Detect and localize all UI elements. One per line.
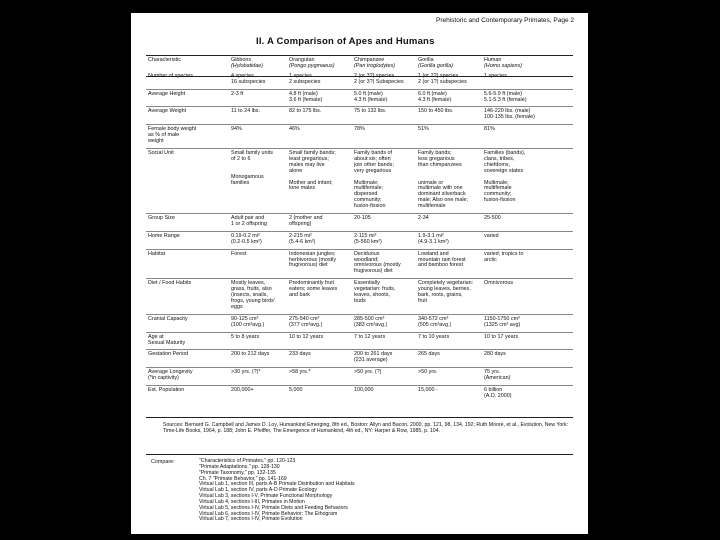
table-cell: 146-220 lbs. (male) 100-135 lbs. (female): [482, 107, 573, 125]
column-header: [146, 57, 229, 72]
table-row: [146, 148, 573, 213]
compare-item: Virtual Lab 7, sections I-IV, Primate Evolution: [199, 516, 303, 523]
compare-list: [199, 459, 569, 523]
table-row: [146, 107, 573, 125]
column-scientific-name: (Hylobatidae): [231, 62, 264, 69]
header-top-rule: [146, 55, 573, 56]
table-header-row: [146, 57, 573, 72]
column-scientific-name: (Pongo pygmaeus): [289, 62, 335, 69]
column-name: Gibbons: [231, 57, 252, 63]
column-name: Human: [484, 57, 502, 63]
table-cell: Small family bands; least gregarious; males may live alone Mother and infant; lone males: [287, 148, 352, 213]
table-cell: Family bands; less gregarious than chimpanzees unimale or multimale with one dominant silverback male; Also one male; multifemale: [416, 148, 482, 213]
document-page: [131, 13, 588, 534]
compare-item: "Characteristics of Primates," pp. 120-123: [199, 458, 296, 464]
compare-item: "Primate Taxonomy," pp. 132-135: [199, 469, 276, 476]
table-cell: Essentially vegetarian: fruits, leaves, shoots, buds: [352, 279, 416, 315]
sources-note: Sources: Bernard G. Campbell and James D. Loy, Humankind Emerging, 8th ed., Boston: Allyn and Bacon, 2000, pp. 121, 98, 134, 192; Ruth Moore, et al., Evolution, New York: Time-Life Books, 1964, p. 188; John E. Pfeiffer, The Emergence of Humankind, 4th ed., NY: Harper & Row, 1985, p. 104.: [163, 422, 569, 434]
table-row: [146, 368, 573, 386]
column-header: [229, 57, 287, 72]
column-scientific-name: (Gorilla gorilla): [418, 62, 454, 69]
table-cell: Deciduous woodland; omnivorous (mostly frugivorous) diet: [352, 249, 416, 279]
table-cell: 90-125 cm³ (100 cm³avg.): [229, 314, 287, 332]
table-cell: 2-34: [416, 214, 482, 232]
table-bottom-rule: [146, 417, 573, 418]
row-label: Average Longevity (*in captivity): [146, 368, 229, 386]
page-header: Prehistoric and Contemporary Primates, Page 2: [435, 17, 574, 24]
table-cell: >50 yrs.: [416, 368, 482, 386]
table-cell: 25-500: [482, 214, 573, 232]
table-cell: 81%: [482, 125, 573, 149]
table-cell: 11 to 24 lbs.: [229, 107, 287, 125]
table-cell: 5,000: [287, 386, 352, 403]
table-row: [146, 314, 573, 332]
table-cell: 82 to 175 lbs.: [287, 107, 352, 125]
row-label: Female body weight as % of male weight: [146, 125, 229, 149]
table-cell: Omnivorous: [482, 279, 573, 315]
compare-item: Virtual Lab 4, sections I-III, Primates in Motion: [199, 498, 305, 505]
table-cell: 6 billion (A.D. 2000): [482, 386, 573, 403]
table-cell: Forest: [229, 249, 287, 279]
compare-label: Compare:: [151, 459, 175, 465]
table-cell: 1 species: [484, 72, 507, 79]
table-cell: varied; tropics to arctic: [482, 249, 573, 279]
row-label: Gestation Period: [146, 350, 229, 368]
comparison-table: [146, 57, 573, 403]
table-cell: 1.9-3.1 mi² (4.9-3.1 km²): [416, 231, 482, 249]
row-label: Average Weight: [146, 107, 229, 125]
table-cell: >58 yrs.*: [287, 368, 352, 386]
row-label: Average Height: [146, 89, 229, 107]
compare-item: Virtual Lab 1, section III, parts A-B Primate Distribution and Habitats: [199, 481, 355, 488]
row-label: Est. Population: [146, 386, 229, 403]
row-label: Habitat: [146, 249, 229, 279]
table-cell: varied: [482, 231, 573, 249]
table-row: [146, 249, 573, 279]
table-row: [146, 72, 573, 89]
column-name: Gorilla: [418, 57, 434, 63]
table-body: [146, 72, 573, 403]
row-label: Number of species: [148, 72, 193, 79]
compare-item: Virtual Lab 5, sections I-IV, Primate Diets and Feeding Behaviors: [199, 504, 348, 511]
column-name: Characteristic: [148, 57, 181, 63]
table-cell: 7 to 10 years: [416, 332, 482, 350]
table-row: [146, 231, 573, 249]
table-cell: 5 to 8 years: [229, 332, 287, 350]
page-title: II. A Comparison of Apes and Humans: [256, 36, 435, 47]
table-cell: 233 days: [287, 350, 352, 368]
table-cell: 265 days: [416, 350, 482, 368]
row-label: Cranial Capacity: [146, 314, 229, 332]
table-row: [146, 386, 573, 403]
table-row: [146, 125, 573, 149]
table-cell: 2-3 ft: [229, 89, 287, 107]
table-cell: 94%: [229, 125, 287, 149]
column-name: Orangutan: [289, 57, 315, 63]
table-cell: 200 to 212 days: [229, 350, 287, 368]
table-cell: >50 yrs. (?): [352, 368, 416, 386]
table-cell: 2 (mother and offspring): [287, 214, 352, 232]
table-row: [146, 350, 573, 368]
table-row: [146, 89, 573, 107]
table-cell: 4.8 ft (male) 3.6 ft (female): [287, 89, 352, 107]
row-label: Age at Sexual Maturity: [146, 332, 229, 350]
table-cell: Indonesian jungles; herbivorous (mostly frugivorous) diet: [287, 249, 352, 279]
table-cell: 0.19-0.2 mi² (0.2-0.5 km²): [229, 231, 287, 249]
table-cell: 10 to 12 years: [287, 332, 352, 350]
table-cell: 275-540 cm³ (377 cm³avg.): [287, 314, 352, 332]
table-cell: >30 yrs. (?)*: [229, 368, 287, 386]
table-cell: 2-215 mi² (5.4-6 km²): [287, 231, 352, 249]
column-scientific-name: (Homo sapiens): [484, 62, 523, 69]
sources-rule: [146, 454, 573, 455]
row-label: Diet / Food Habits: [146, 279, 229, 315]
table-row: [146, 332, 573, 350]
table-row: [146, 214, 573, 232]
column-name: Chimpanzee: [354, 57, 385, 63]
table-cell: 75 to 132 lbs.: [352, 107, 416, 125]
table-cell: 78%: [352, 125, 416, 149]
table-cell: 340-572 cm³ (505 cm³avg.): [416, 314, 482, 332]
column-scientific-name: (Pan troglodytes): [354, 62, 396, 69]
table-cell: Small family units of 2 to 6 Monogamous families: [229, 148, 287, 213]
compare-item: Ch. 7 "Primate Behavior," pp. 141-169: [199, 475, 287, 482]
column-header: [416, 57, 482, 72]
table-cell: 5.0 ft (male) 4.3 ft (female): [352, 89, 416, 107]
table-cell: 75 yrs. (American): [482, 368, 573, 386]
table-row: [146, 279, 573, 315]
table-cell: 200,000+: [229, 386, 287, 403]
table-cell: Family bands of about six; often join other bands; very gregarious Multimale; multifemale; dispersed community; fusion-fission: [352, 148, 416, 213]
table-cell: Lowland and mountain rain forest and bamboo forest: [416, 249, 482, 279]
table-cell: 150 to 450 lbs.: [416, 107, 482, 125]
table-cell: 15,000 -: [416, 386, 482, 403]
column-header: [287, 57, 352, 72]
row-label: Group Size: [146, 214, 229, 232]
compare-item: Virtual Lab 1, section IV, parts A-D Primate Ecology: [199, 487, 317, 494]
row-label: Social Unit: [146, 148, 229, 213]
table-cell: 1 species 2 subspecies: [289, 72, 321, 85]
table-cell: 4 species 16 subspecies: [231, 72, 266, 85]
table-cell: 280 days: [482, 350, 573, 368]
table-cell: 5.6-5.9 ft (male) 5.1-5.3 ft (female): [482, 89, 573, 107]
table-cell: 100,000: [352, 386, 416, 403]
table-cell: 285-500 cm³ (383 cm³avg.): [352, 314, 416, 332]
table-cell: 20-105: [352, 214, 416, 232]
compare-item: "Primate Adaptations," pp. 128-130: [199, 463, 280, 470]
table-cell: 2 (or 3?) species 2 (or 3?) Subspecies: [354, 72, 404, 85]
table-cell: Completely vegetarian: young leaves, berries, bark, roots, grains, fruit: [416, 279, 482, 315]
table-cell: Families (bands), clans, tribes, chiefdoms, sovereign states Multimale; multifemale community; fusion-fission: [482, 148, 573, 213]
row-label: Home Range: [146, 231, 229, 249]
table-cell: 1150-1750 cm³ (1325 cm³ avg): [482, 314, 573, 332]
table-cell: 51%: [416, 125, 482, 149]
table-cell: 7 to 12 years: [352, 332, 416, 350]
table-cell: 2-115 mi² (5-560 km²): [352, 231, 416, 249]
table-cell: Adult pair and 1 or 2 offspring: [229, 214, 287, 232]
compare-item: Virtual Lab 6, sections I-IV, Primate Behavior: The Ethogram: [199, 510, 338, 517]
compare-item: Virtual Lab 3, sections I-V, Primate Functional Morphology: [199, 493, 333, 500]
table-cell: 200 to 261 days (231 average): [352, 350, 416, 368]
table-cell: 6.0 ft (male) 4.3 ft (female): [416, 89, 482, 107]
table-cell: Mostly leaves, grass, fruits, also (insects, snails, frogs, young birds' eggs: [229, 279, 287, 315]
table-cell: 46%: [287, 125, 352, 149]
table-cell: 1 (or 2?) species 2 (or 1?) subspecies: [418, 72, 467, 85]
table-cell: 10 to 17 years: [482, 332, 573, 350]
table-cell: Predominantly fruit eaters; some leaves and bark: [287, 279, 352, 315]
column-header: [352, 57, 416, 72]
column-header: [482, 57, 573, 72]
